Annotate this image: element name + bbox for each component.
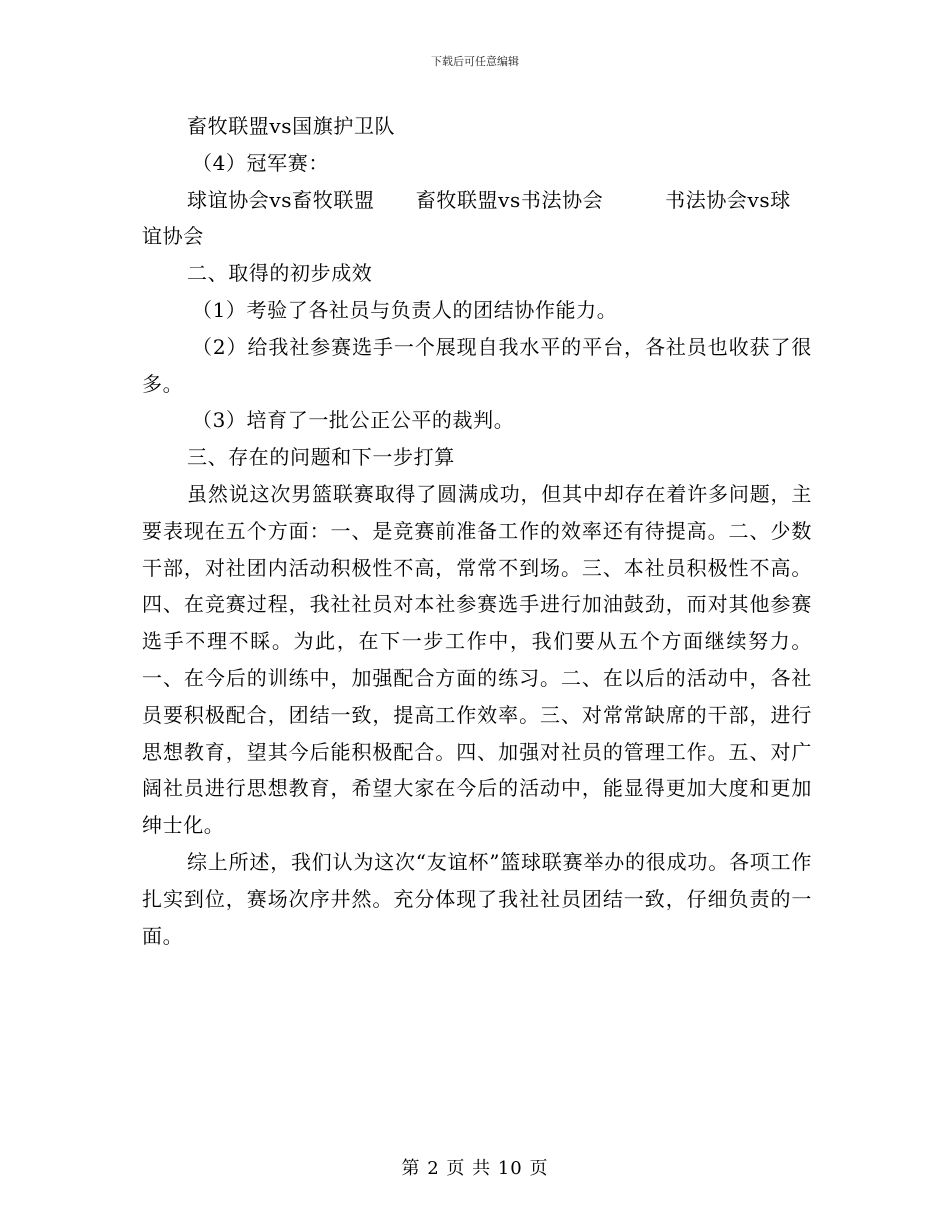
effect-item-3: （3）培育了一批公正公平的裁判。 [192,408,515,433]
effect-item-2: （2）给我社参赛选手一个展现自我水平的平台，各社员也收获了很多。 [142,334,812,396]
effect-item-1: （1）考验了各社员与负责人的团结协作能力。 [192,297,618,322]
match-line-a: 畜牧联盟vs国旗护卫队 [187,114,396,138]
final-matches-line2: 谊协会 [142,224,204,249]
final-heading: （4）冠军赛： [192,150,329,175]
page-header-note: 下载后可任意编辑 [431,55,519,68]
summary-paragraph: 综上所述，我们认为这次“友谊杯”篮球联赛举办的很成功。各项工作扎实到位，赛场次序井然。充分体现了我社社员团结一致，仔细负责的一面。 [142,849,812,948]
final-matches-line1: 球谊协会vs畜牧联盟 畜牧联盟vs书法协会 书法协会vs球 [187,187,791,212]
problems-paragraph: 虽然说这次男篮联赛取得了圆满成功，但其中却存在着许多问题，主要表现在五个方面：一、是竞赛前准备工作的效率还有待提高。二、少数干部，对社团内活动积极性不高，常常不到场。三、本社员积极性不高。四、在竞赛过程，我社社员对本社参赛选手进行加油鼓劲，而对其他参赛选手不理不睬。为此，在下一步工作中，我们要从五个方面继续努力。一、在今后的训练中，加强配合方面的练习。二、在以后的活动中，各社员要积极配合，团结一致，提高工作效率。三、对常常缺席的干部，进行思想教育，望其今后能积极配合。四、加强对社员的管理工作。五、对广阔社员进行思想教育，希望大家在今后的活动中，能显得更加大度和更加绅士化。 [142,481,812,838]
page-footer-number: 第 2 页 共 10 页 [401,1158,549,1179]
section2-title: 二、取得的初步成效 [187,261,373,286]
document-body [142,108,812,954]
section3-title: 三、存在的问题和下一步打算 [187,445,455,470]
